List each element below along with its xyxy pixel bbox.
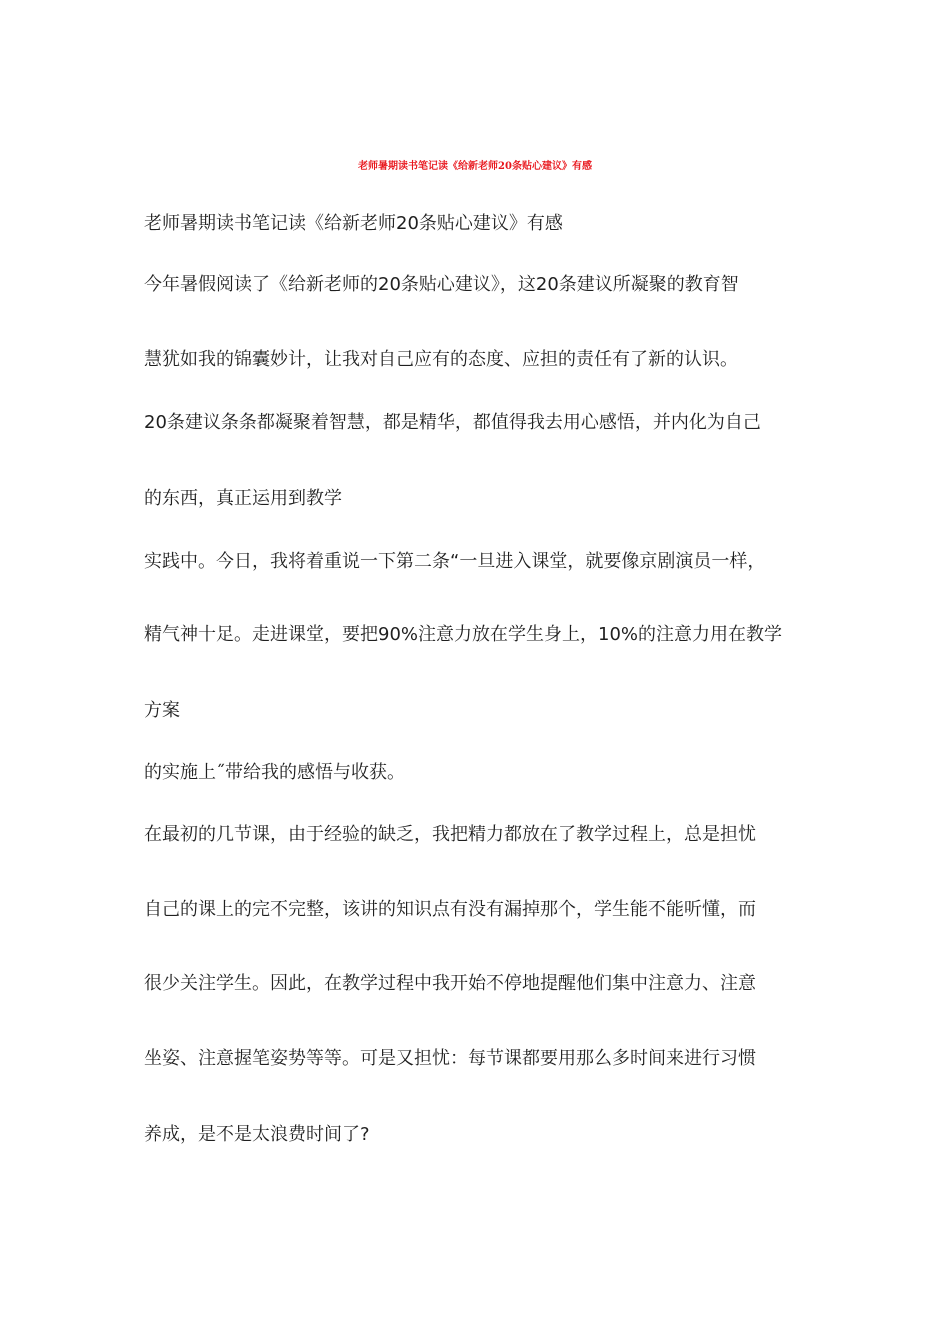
text-line: 养成，是不是太浪费时间了? <box>144 1124 370 1145</box>
text-line: 精气神十足。走进课堂，要把90%注意力放在学生身上，10%的注意力用在教学 <box>144 624 783 645</box>
text-line: 慧犹如我的锦囊妙计，让我对自己应有的态度、应担的责任有了新的认识。 <box>144 349 738 370</box>
text-line: 坐姿、注意握笔姿势等等。可是又担忧：每节课都要用那么多时间来进行习惯 <box>144 1048 756 1069</box>
text-line: 在最初的几节课，由于经验的缺乏，我把精力都放在了教学过程上，总是担忧 <box>144 824 756 845</box>
document-title: 老师暑期读书笔记读《给新老师20条贴心建议》有感 <box>358 161 592 172</box>
text-line: 今年暑假阅读了《给新老师的20条贴心建议》，这20条建议所凝聚的教育智 <box>144 274 739 295</box>
text-line: 很少关注学生。因此，在教学过程中我开始不停地提醒他们集中注意力、注意 <box>144 973 756 994</box>
text-line: 自己的课上的完不完整，该讲的知识点有没有漏掉那个，学生能不能听懂，而 <box>144 899 756 920</box>
text-line: 的东西，真正运用到教学 <box>144 488 342 509</box>
subtitle-line: 老师暑期读书笔记读《给新老师20条贴心建议》有感 <box>144 213 563 234</box>
text-line: 20条建议条条都凝聚着智慧，都是精华，都值得我去用心感悟，并内化为自己 <box>144 412 761 433</box>
text-line: 的实施上˝带给我的感悟与收获。 <box>144 762 405 783</box>
text-line: 方案 <box>144 700 180 721</box>
text-line: 实践中。今日，我将着重说一下第二条“一旦进入课堂，就要像京剧演员一样， <box>144 551 766 572</box>
